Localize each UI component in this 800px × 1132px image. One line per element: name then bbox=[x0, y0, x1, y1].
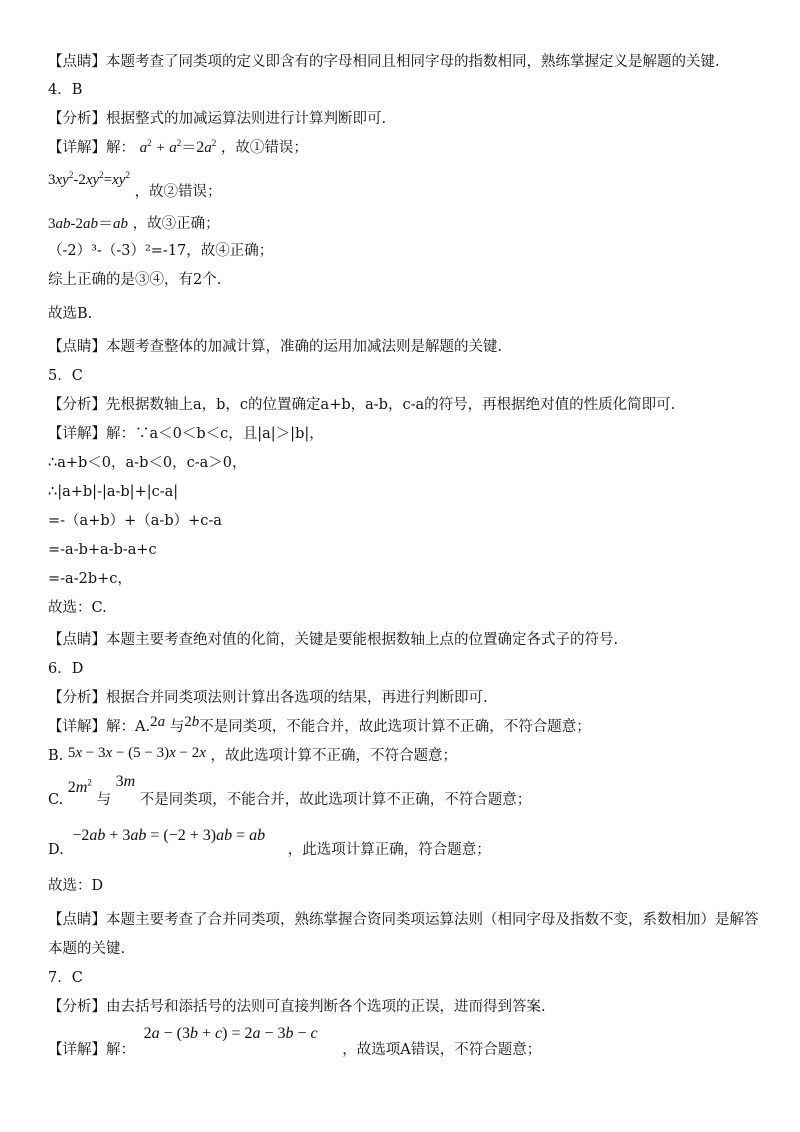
math-formula: 2a bbox=[150, 714, 166, 730]
text-segment: 不是同类项，不能合并，故此选项计算不正确，不符合题意； bbox=[139, 792, 532, 808]
text-line: 综上正确的是③④，有2个. bbox=[48, 272, 222, 288]
option-label: D. bbox=[48, 842, 64, 858]
text-line bbox=[48, 826, 491, 858]
option-label: C. bbox=[48, 792, 64, 808]
text-line: 【分析】先根据数轴上a，b，c的位置确定a+b，a-b，c-a的符号，再根据绝对值的性质化简即可. bbox=[48, 397, 676, 413]
detail-label: 【详解】解：A. bbox=[48, 719, 151, 735]
math-formula: −2ab + 3ab = (−2 + 3)ab = ab bbox=[72, 827, 266, 844]
text-line bbox=[48, 170, 222, 200]
text-line: 故选：D bbox=[48, 878, 104, 894]
text-segment: ，此选项计算正确，符合题意； bbox=[287, 842, 491, 858]
text-line bbox=[48, 138, 308, 158]
text-line: 【详解】解：∵a＜0＜b＜c，且|a|＞|b|， bbox=[48, 426, 324, 442]
text-segment: 不是同类项，不能合并，故此选项计算不正确，不符合题意； bbox=[199, 719, 591, 735]
detail-label: 【详解】解： bbox=[48, 1042, 135, 1058]
text-line: 本题的关键. bbox=[48, 941, 126, 957]
text-segment: ，故此选项计算不正确，不符合题意； bbox=[210, 748, 458, 764]
text-line: 【点睛】本题考查了同类项的定义即含有的字母相同且相同字母的指数相同，熟练掌握定义是解题的关键. bbox=[48, 54, 720, 70]
question-number: 6．D bbox=[48, 661, 84, 677]
text-line: 【点睛】本题主要考查绝对值的化简，关键是要能根据数轴上点的位置确定各式子的符号. bbox=[48, 632, 619, 648]
math-formula: 2b bbox=[184, 714, 200, 730]
math-formula: 5x − 3x − (5 − 3)x − 2x bbox=[67, 745, 206, 761]
question-number: 5．C bbox=[48, 368, 83, 384]
text-line bbox=[48, 773, 532, 808]
text-line: 【点睛】本题考查整体的加减计算，准确的运用加减法则是解题的关键. bbox=[48, 339, 503, 355]
text-line: 【分析】根据整式的加减运算法则进行计算判断即可. bbox=[48, 111, 387, 127]
text-segment: ，故选项A错误，不符合题意； bbox=[342, 1042, 542, 1058]
text-line: =-（a+b）+（a-b）+c-a bbox=[48, 513, 222, 529]
math-formula: 3ab-2ab＝ab bbox=[48, 216, 129, 232]
text-line bbox=[48, 714, 591, 737]
question-number: 7．C bbox=[48, 970, 83, 986]
math-formula: $a^2 + a^2=2a^2$ bbox=[139, 138, 217, 156]
question-number: 4．B bbox=[48, 82, 83, 98]
math-formula: 2a − (3b + c) = 2a − 3b − c bbox=[143, 1025, 318, 1042]
option-label: B. bbox=[48, 748, 64, 764]
text-line: 【点睛】本题主要考查了合并同类项，熟练掌握合资同类项运算法则（相同字母及指数不变，系数相加）是解答 bbox=[48, 912, 759, 928]
text-line: 故选：C. bbox=[48, 600, 107, 616]
text-line: 故选B. bbox=[48, 306, 93, 322]
text-line: （-2）³-（-3）²=-17，故④正确； bbox=[48, 243, 274, 259]
text-line bbox=[48, 214, 220, 234]
text-segment: ，故③正确； bbox=[132, 216, 220, 232]
text-segment: ，故①错误； bbox=[220, 140, 308, 156]
math-formula: $2m^2$ bbox=[67, 777, 92, 796]
text-line: ∴|a+b|-|a-b|+|c-a| bbox=[48, 484, 179, 500]
text-line: 【分析】由去括号和添括号的法则可直接判断各个选项的正误，进而得到答案. bbox=[48, 999, 546, 1015]
text-line: =-a-b+a-b-a+c bbox=[48, 542, 157, 558]
text-segment: ，故②错误； bbox=[134, 184, 222, 200]
text-line bbox=[48, 746, 457, 766]
math-formula: 3m bbox=[115, 773, 136, 790]
detail-label: 【详解】解： bbox=[48, 140, 135, 156]
text-line: =-a-2b+c， bbox=[48, 571, 132, 587]
math-formula: $3xy^2-2xy^2=xy^2$ bbox=[48, 170, 130, 188]
text-segment: 与 bbox=[169, 719, 185, 735]
text-line: 【分析】根据合并同类项法则计算出各选项的结果，再进行判断即可. bbox=[48, 690, 488, 706]
text-line bbox=[48, 1024, 542, 1058]
text-segment: 与 bbox=[96, 792, 111, 808]
text-line: ∴a+b＜0，a-b＜0，c-a＞0， bbox=[48, 455, 247, 471]
